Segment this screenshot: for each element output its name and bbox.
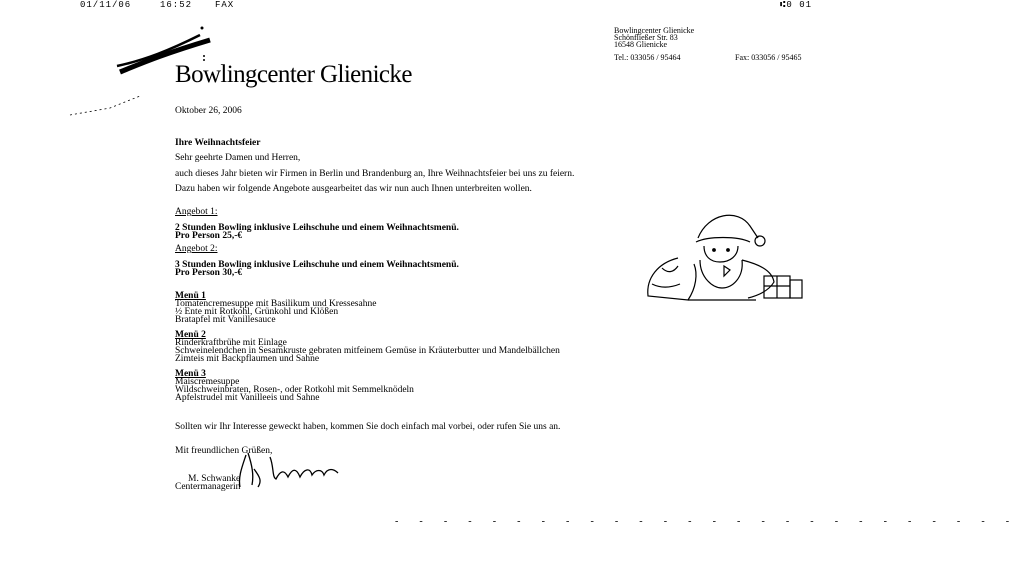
letter-subject: Ihre Weihnachtsfeier <box>175 138 261 148</box>
sender-city: 16548 Glienicke <box>614 40 668 49</box>
menu-3-line: Maiscremesuppe <box>175 377 240 387</box>
fax-page-number: ⑆0 01 <box>780 0 813 10</box>
offer-2-label: Angebot 2: <box>175 244 218 254</box>
menu-1-line: Tomatencremesuppe mit Basilikum und Kressesahne <box>175 299 377 309</box>
signer-name: M. Schwanke <box>188 474 241 484</box>
sender-fax: Fax: 033056 / 95465 <box>735 53 802 62</box>
fax-label: FAX <box>215 0 235 10</box>
menu-2-line: Rinderkraftbrühe mit Einlage <box>175 338 287 348</box>
menu-3-line: Wildschweinbraten, Rosen-, oder Rotkohl mit Semmelknödeln <box>175 385 414 395</box>
menu-3-line: Apfelstrudel mit Vanilleeis und Sahne <box>175 393 320 403</box>
closing-greeting: Mit freundlichen Grüßen, <box>175 446 273 456</box>
menu-2-line: Zimteis mit Backpflaumen und Sahne <box>175 354 320 364</box>
letter-salutation: Sehr geehrte Damen und Herren, <box>175 153 301 163</box>
menu-1-line: ½ Ente mit Rotkohl, Grünkohl und Klößen <box>175 307 339 317</box>
offer-2-price: Pro Person 30,-€ <box>175 268 243 278</box>
fax-time: 16:52 <box>160 0 193 10</box>
signer-role: Centermanagerin <box>175 482 241 492</box>
menu-2-title: Menü 2 <box>175 330 206 340</box>
letter-paragraph-2: Dazu haben wir folgende Angebote ausgearbeitet das wir nun auch Ihnen unterbreiten wollen. <box>175 184 532 194</box>
menu-3-title: Menü 3 <box>175 369 206 379</box>
offer-2-text: 3 Stunden Bowling inklusive Leihschuhe und einem Weihnachtsmenü. <box>175 260 459 270</box>
letter-paragraph-1: auch dieses Jahr bieten wir Firmen in Berlin und Brandenburg an, Ihre Weihnachtsfeier bei uns zu feiern. <box>175 169 575 179</box>
closing-paragraph: Sollten wir Ihr Interesse geweckt haben, kommen Sie doch einfach mal vorbei, oder rufen Sie uns an. <box>175 422 561 432</box>
letterhead-title: Bowlingcenter Glienicke <box>175 61 412 88</box>
sender-phone: Tel.: 033056 / 95464 <box>614 53 681 62</box>
fax-date: 01/11/06 <box>80 0 132 10</box>
menu-1-title: Menü 1 <box>175 291 206 301</box>
offer-1-text: 2 Stunden Bowling inklusive Leihschuhe und einem Weihnachtsmenü. <box>175 223 459 233</box>
offer-1-label: Angebot 1: <box>175 207 218 217</box>
letter-date: Oktober 26, 2006 <box>175 106 242 116</box>
sender-name: Bowlingcenter Glienicke <box>614 26 695 35</box>
santa-claus-illustration <box>638 208 806 304</box>
sender-street: Schönfließer Str. 83 <box>614 33 678 42</box>
offer-1-price: Pro Person 25,-€ <box>175 231 243 241</box>
menu-2-line: Schweinelendchen in Sesamkruste gebraten mitfeinem Gemüse in Kräuterbutter und Mandelbällchen <box>175 346 560 356</box>
menu-1-line: Bratapfel mit Vanillesauce <box>175 315 276 325</box>
dashed-separator: - - - - - - - - - - - - - - - - - - - - - - - - - - <box>395 516 1018 527</box>
